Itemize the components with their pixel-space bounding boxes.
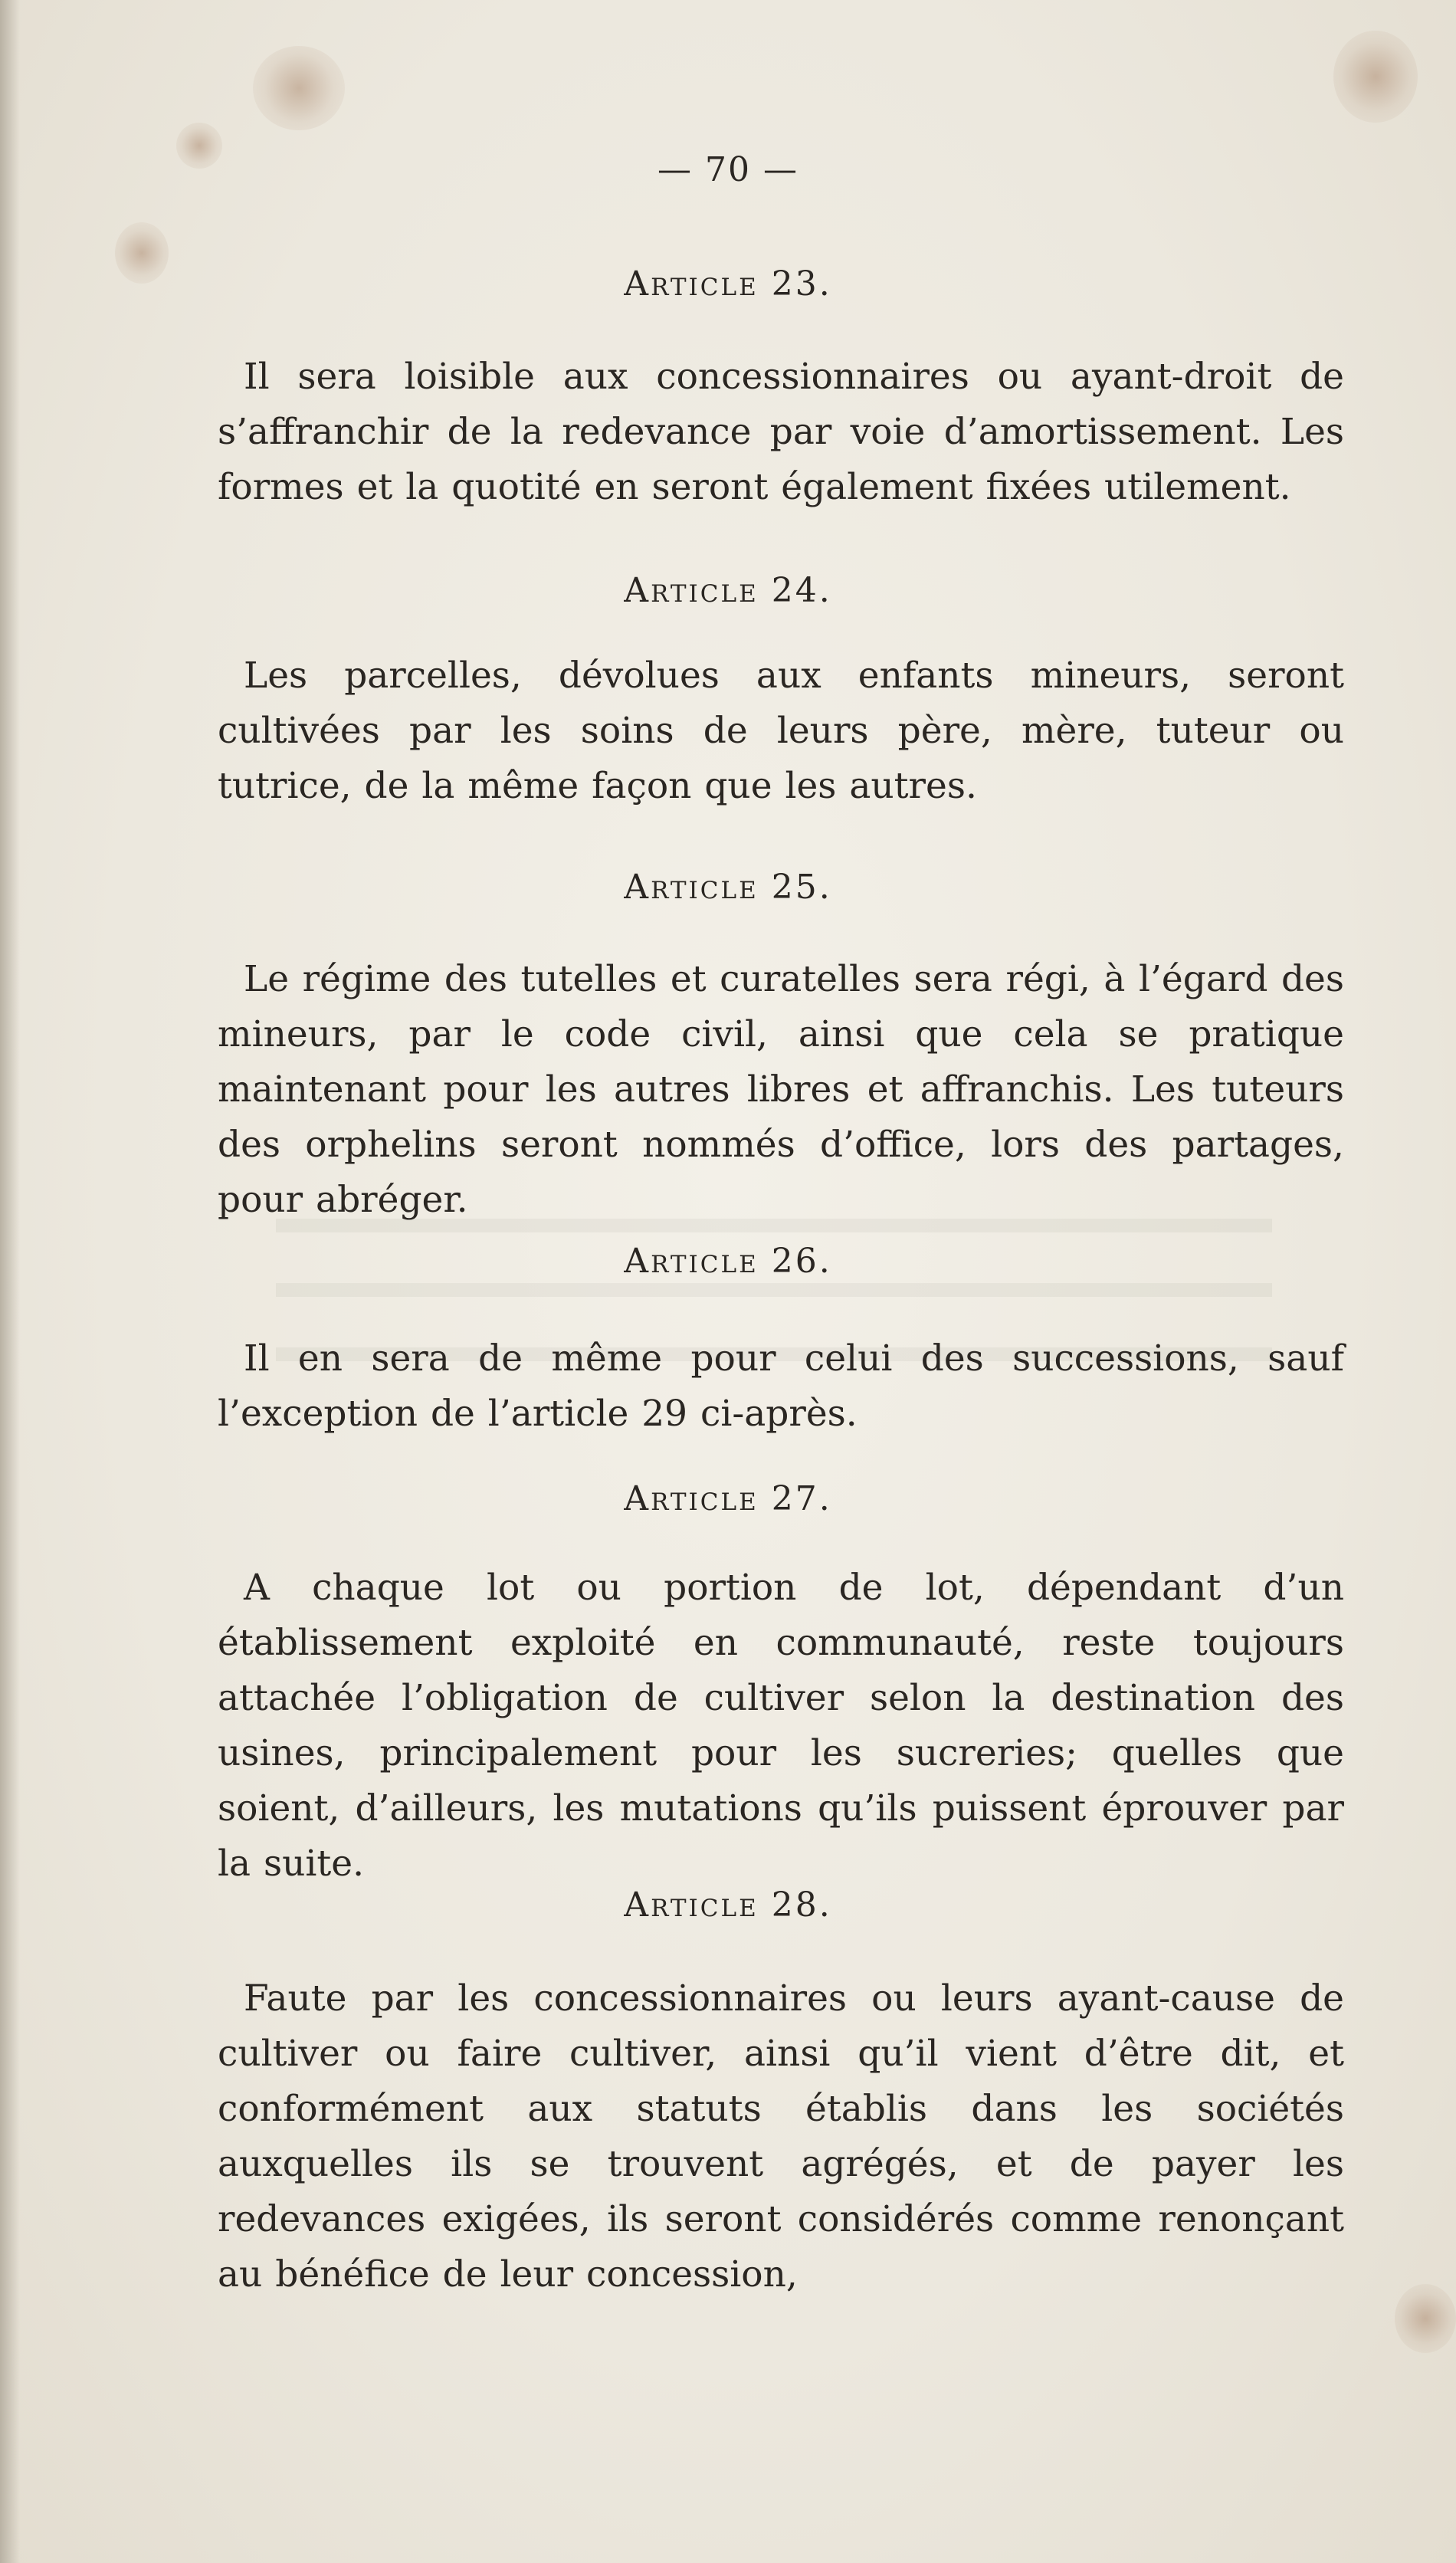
foxing-stain	[1395, 2284, 1456, 2353]
article-28-text: Faute par les concessionnaires ou leurs ayant-cause de cultiver ou faire cultiver, ainsi qu’il vient d’être dit, et conformément aux statuts établis dans les sociétés auxquelles ils se trouvent agrégés, et de payer les redevances exigées, ils seront considérés comme renonçant au bénéfice de leur concession,	[218, 1977, 1344, 2296]
article-26-text: Il en sera de même pour celui des successions, sauf l’exception de l’article 29 ci-après.	[218, 1337, 1344, 1435]
article-23-heading: Article 23.	[624, 264, 832, 304]
article-23-text: Il sera loisible aux concessionnaires ou ayant-droit de s’affranchir de la redevance par voie d’amortissement. Les formes et la quotité en seront également fixées utilement.	[218, 356, 1344, 508]
page-number: — 70 —	[657, 150, 799, 189]
article-24-text: Les parcelles, dévolues aux enfants mineurs, seront cultivées par les soins de leurs père, mère, tuteur ou tutrice, de la même façon que les autres.	[218, 655, 1344, 807]
article-24-heading: Article 24.	[624, 571, 832, 610]
article-27-text: A chaque lot ou portion de lot, dépendant d’un établissement exploité en communauté, reste toujours attachée l’obligation de cultiver selon la destination des usines, principalement pour les sucreries; quelles que soient, d’ailleurs, les mutations qu’ils puissent éprouver par la suite.	[218, 1567, 1344, 1885]
article-25-heading: Article 25.	[624, 868, 832, 907]
page-edge-shadow	[0, 0, 20, 2563]
article-28-heading: Article 28.	[624, 1885, 832, 1925]
article-27-heading: Article 27.	[624, 1479, 832, 1518]
article-26-heading: Article 26.	[624, 1242, 832, 1281]
article-25-text: Le régime des tutelles et curatelles sera régi, à l’égard des mineurs, par le code civil, ainsi que cela se pratique maintenant pour les autres libres et affranchis. Les tuteurs des orphelins seront nommés d’office, lors des partages, pour abréger.	[218, 958, 1344, 1221]
foxing-stain	[1333, 31, 1418, 123]
foxing-stain	[253, 46, 345, 130]
